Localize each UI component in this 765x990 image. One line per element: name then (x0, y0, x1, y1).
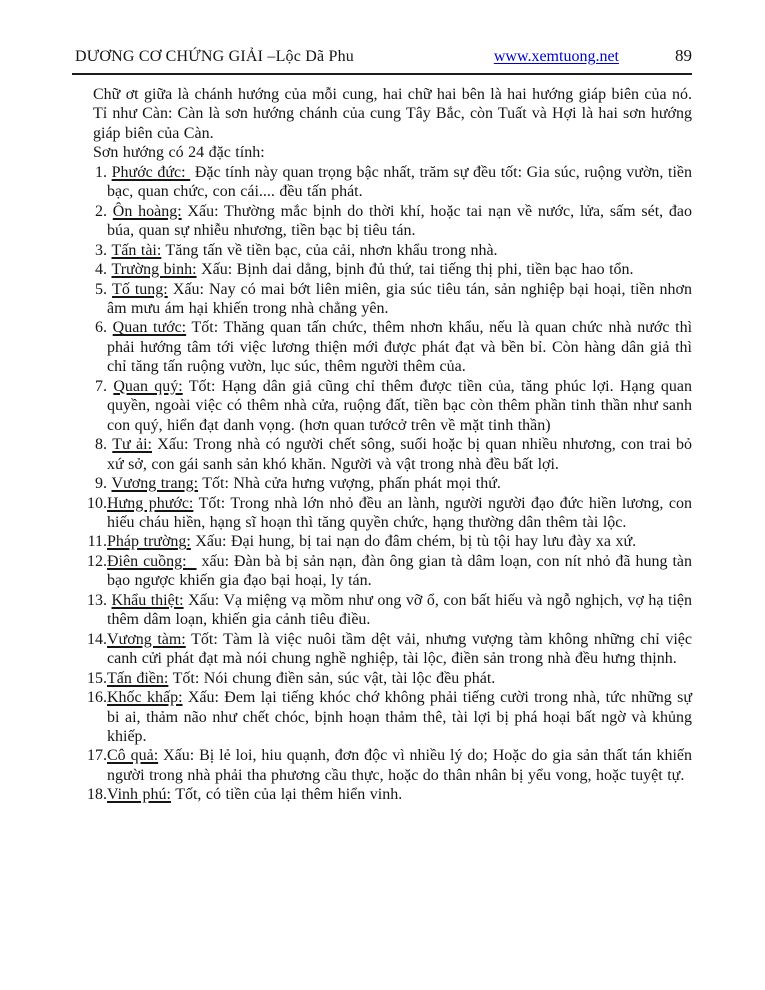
book-title: DƯƠNG CƠ CHỨNG GIẢI –Lộc Dã Phu (75, 48, 355, 65)
item-text (107, 163, 692, 202)
list-item (84, 688, 692, 746)
item-body: Tốt: Trong nhà lớn nhỏ đều an lành, người người đạo đức hiền lương, con hiếu cháu hiền, hạng sĩ hoạn thì tăng quyền chức, hạng thường dân thêm tài lộc. (107, 494, 692, 531)
page-header (0, 0, 765, 66)
item-number: 13. (87, 591, 107, 609)
item-body: Tốt: Nói chung điền sản, súc vật, tài lộc đều phát. (172, 669, 496, 687)
item-term: Vương trang: (111, 475, 199, 493)
item-body: Xấu: Bịnh dai dẳng, bịnh đủ thứ, tai tiếng thị phi, tiền bạc hao tổn. (201, 261, 634, 279)
item-text (107, 318, 692, 376)
item-body: Tăng tấn về tiền bạc, của cải, nhơn khẩu trong nhà. (165, 241, 498, 259)
list-item (84, 318, 692, 376)
item-text (107, 785, 692, 804)
header-rule (72, 73, 692, 75)
item-text (107, 688, 692, 746)
item-number: 5. (95, 280, 107, 298)
list-item (84, 435, 692, 474)
item-body: Xấu: Bị lẻ loi, hiu quạnh, đơn độc vì nhiều lý do; Hoặc do gia sản thất tán khiến người trong nhà phải tha phương cầu thực, hoặc do thân nhân bị yểu vong, hoặc tuyệt tự. (107, 747, 692, 784)
list-heading: Sơn hướng có 24 đặc tính: (93, 144, 265, 162)
item-text (107, 494, 692, 533)
item-text (107, 202, 692, 241)
list-item (84, 202, 692, 241)
item-body: Xấu: Đại hung, bị tai nạn do đâm chém, bị tù tội hay lưu đày xa xứ. (195, 533, 637, 551)
item-text (107, 669, 692, 688)
item-term: Pháp trường: (107, 533, 191, 551)
item-term: Tấn điền: (107, 669, 169, 687)
item-number: 11. (87, 533, 107, 551)
item-term: Vinh phú: (107, 786, 171, 804)
list-item (84, 552, 692, 591)
item-text (107, 280, 692, 319)
list-item (84, 532, 692, 551)
item-text (107, 377, 692, 435)
item-term: Tư ải: (112, 436, 152, 454)
list-item (84, 377, 692, 435)
list-item (84, 163, 692, 202)
item-text (107, 435, 692, 474)
list-item (84, 669, 692, 688)
item-number: 7. (95, 377, 107, 395)
item-number: 12. (87, 552, 107, 570)
item-number: 18. (87, 786, 107, 804)
intro-paragraph: Chữ ơt giữa là chánh hướng của mỗi cung, hai chữ hai bên là hai hướng giáp biên của nó. Tỉ như Càn: Càn là sơn hướng chánh của cung Tây Bắc, còn Tuất và Hợi là hai sơn hướng giáp biên của Càn. (93, 86, 692, 142)
item-text (107, 474, 692, 493)
item-term: Phước đức: (111, 163, 191, 181)
item-text (107, 746, 692, 785)
item-body: Tốt, có tiền của lại thêm hiển vinh. (175, 786, 403, 804)
item-number: 4. (95, 261, 107, 279)
item-body: xấu: Đàn bà bị sản nạn, đàn ông gian tà dâm loạn, con nít nhỏ đã hung tàn bạo ngược khiến gia đạo bại hoại, ly tán. (107, 552, 693, 590)
item-term: Hưng phước: (107, 494, 194, 512)
list-item (84, 280, 692, 319)
item-body: Đặc tính này quan trọng bậc nhất, trăm sự đều tốt: Gia súc, ruộng vườn, tiền bạc, quan chức, con cái.... đều tấn phát. (107, 163, 693, 201)
item-number: 8. (95, 436, 107, 454)
item-number: 10. (87, 494, 107, 512)
website-link[interactable]: www.xemtuong.net (493, 48, 619, 65)
item-number: 17. (87, 747, 107, 765)
item-body: Xấu: Đem lại tiếng khóc chớ không phải tiếng cười trong nhà, tức những sự bi ai, thảm não như chết chóc, bịnh hoạn thảm thê, tài lợi bị phá hoại bất ngờ và khủng khiếp. (107, 689, 693, 745)
item-body: Xấu: Vạ miệng vạ mồm như ong vỡ ổ, con bất hiếu và ngỗ nghịch, vợ hạ tiện thêm dâm loạn, khiến gia cảnh tiêu điều. (107, 591, 693, 629)
item-number: 16. (87, 689, 107, 707)
item-term: Tố tung: (112, 280, 168, 298)
item-body: Tốt: Hạng dân giả cũng chỉ thêm được tiền của, tăng phúc lợi. Hạng quan quyền, ngoài việc có thêm nhà cửa, ruộng đất, tiền bạc còn thêm phần tinh thần như sanh con quý, hiển đạt danh vọng. (hơn quan tướcở trên về mặt tinh thần) (107, 377, 693, 434)
page-number: 89 (675, 46, 692, 65)
page-content (84, 85, 692, 805)
item-text (107, 552, 692, 591)
item-term: Điên cuồng: (107, 552, 197, 570)
list-item (84, 494, 692, 533)
attribute-list (84, 163, 692, 805)
list-item (84, 746, 692, 785)
item-term: Trường binh: (111, 261, 197, 279)
item-number: 15. (87, 669, 107, 687)
list-item (84, 785, 692, 804)
list-item (84, 241, 692, 260)
item-body: Tốt: Nhà cửa hưng vượng, phấn phát mọi thứ. (202, 475, 501, 493)
list-item (84, 474, 692, 493)
item-term: Ôn hoàng: (112, 202, 182, 220)
list-item (84, 630, 692, 669)
item-body: Tốt: Tàm là việc nuôi tầm dệt vải, nhưng vượng tàm không những chỉ việc canh cửi phát đạt mà nói chung nghề nghiệp, tài lộc, điền sản trong nhà đều hưng thịnh. (107, 630, 692, 668)
item-term: Khốc khấp: (107, 689, 183, 707)
list-item (84, 591, 692, 630)
item-text (107, 630, 692, 669)
item-number: 2. (95, 202, 107, 220)
item-text (107, 241, 692, 260)
item-term: Khẩu thiệt: (111, 591, 184, 609)
item-term: Quan tước: (112, 319, 187, 337)
item-number: 6. (95, 319, 107, 337)
item-body: Xấu: Thường mắc bịnh do thời khí, hoặc tai nạn về nước, lửa, sấm sét, đao búa, quan sự nhiễu nhương, tiền bạc bị tiêu tán. (107, 202, 692, 240)
item-body: Tốt: Thăng quan tấn chức, thêm nhơn khẩu, nếu là quan chức nhà nước thì phải hướng tâm tới việc lương thiện mới được phát đạt và bền bỉ. Còn hàng dân giả thì chỉ tăng tấn ruộng vườn, lục súc, thêm người thêm của. (107, 319, 693, 376)
item-body: Xấu: Trong nhà có người chết sông, suối hoặc bị quan nhiều nhương, con trai bỏ xứ sở, con gái sanh sản khó khăn. Người và vật trong nhà đều bất lợi. (107, 436, 693, 473)
item-number: 14. (87, 630, 107, 648)
item-term: Vương tàm: (107, 630, 186, 648)
item-number: 9. (95, 475, 107, 493)
item-term: Cô quả: (107, 747, 159, 765)
item-text (107, 591, 692, 630)
item-number: 1. (95, 163, 107, 181)
item-number: 3. (95, 241, 107, 259)
item-term: Tấn tài: (111, 241, 162, 259)
list-item (84, 260, 692, 279)
item-term: Quan quý: (113, 377, 183, 395)
item-text (107, 260, 692, 279)
item-text (107, 532, 692, 551)
item-body: Xấu: Nay có mai bớt liên miên, gia súc tiêu tán, sản nghiệp bại hoại, tiền nhơn âm mưu ám hại khiến trong nhà chẳng yên. (107, 280, 693, 317)
